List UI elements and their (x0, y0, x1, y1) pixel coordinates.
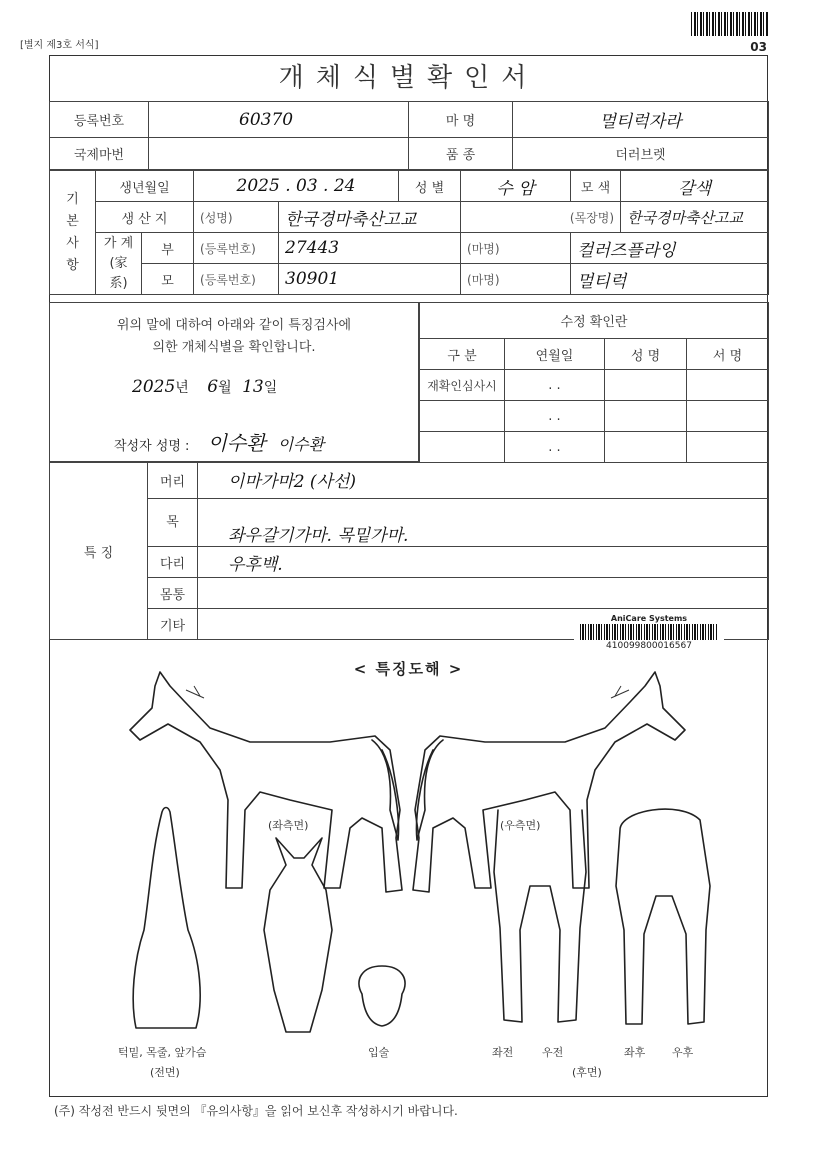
breed-label: 품 종 (409, 138, 513, 170)
left-front-caption: 좌전 (492, 1046, 514, 1059)
revision-table (419, 302, 769, 463)
form-label: [별지 제3호 서식] (20, 40, 99, 51)
front-neck-drawing (133, 808, 200, 1029)
diagram-title: < 특징도해 > (353, 660, 464, 678)
revision-title: 수정 확인란 (420, 303, 769, 339)
cert-year-unit: 년 (175, 380, 189, 396)
sire-name-label: (마명) (461, 233, 571, 264)
producer-name-label: (성명) (194, 202, 279, 233)
dam-name-value: 멀티럭 (571, 264, 769, 295)
left-side-horse-drawing (130, 672, 402, 892)
legs-label: 다리 (148, 547, 198, 578)
top-barcode (691, 12, 769, 36)
barcode-company: AniCare Systems (610, 614, 688, 623)
cert-month: 6 (207, 377, 219, 397)
head-label: 머리 (148, 463, 198, 499)
cert-date (132, 377, 277, 397)
revision-row2-date: . . (505, 401, 605, 432)
family-label (96, 233, 142, 295)
revision-col-name: 성 명 (605, 339, 687, 370)
identity-table (49, 101, 769, 170)
sire-label: 부 (142, 233, 194, 264)
rear-view-caption: (후면) (572, 1066, 602, 1079)
farm-label: (목장명) (461, 202, 621, 233)
coat-label: 모 색 (571, 171, 621, 202)
horse-diagram (100, 660, 720, 1080)
family-label-sub: (家系) (109, 255, 128, 291)
cert-day: 13 (242, 377, 264, 397)
sire-reg-label: (등록번호) (194, 233, 279, 264)
cert-month-unit: 월 (218, 380, 232, 396)
birth-label: 생년월일 (96, 171, 194, 202)
front-caption: 턱밑, 목줄, 앞가슴 (118, 1046, 207, 1059)
rear-view-drawing (616, 809, 710, 1024)
body-label: 몸통 (148, 578, 198, 609)
sire-name-value: 컬러즈플라잉 (571, 233, 769, 264)
basic-info-table (49, 170, 769, 295)
barcode-bars (580, 624, 718, 640)
horse-name-value: 멀티럭자라 (513, 102, 769, 138)
right-hind-caption: 우후 (672, 1046, 694, 1059)
page-title: 개체식별확인서 (278, 63, 539, 93)
left-side-caption: (좌측면) (268, 819, 309, 832)
cert-day-unit: 일 (263, 380, 278, 396)
cert-year: 2025 (132, 377, 176, 397)
page-number: 03 (750, 40, 767, 54)
footer-note: (주) 작성전 반드시 뒷면의 『유의사항』을 읽어 보신후 작성하시기 바랍니다. (54, 1104, 458, 1118)
certification-box (49, 302, 419, 462)
other-label: 기타 (148, 609, 198, 640)
right-side-caption: (우측면) (500, 819, 541, 832)
revision-col-sign: 서 명 (687, 339, 769, 370)
sire-reg-value: 27443 (279, 233, 461, 264)
family-label-text: 가 계 (103, 235, 134, 251)
cert-text-line2: 의한 개체식별을 확인합니다. (152, 340, 316, 355)
revision-col-category: 구 분 (420, 339, 505, 370)
barcode-number: 410099800016567 (606, 641, 692, 651)
lips-drawing (359, 966, 405, 1026)
traits-section-label: 특 징 (50, 463, 148, 640)
writer-row (114, 427, 324, 456)
sex-label: 성 별 (399, 171, 461, 202)
right-front-caption: 우전 (542, 1046, 564, 1059)
legs-value: 우후백. (198, 547, 769, 578)
reg-no-label: 등록번호 (50, 102, 149, 138)
front-legs-drawing (494, 810, 586, 1022)
right-side-horse-drawing (413, 672, 685, 892)
horse-name-label: 마 명 (409, 102, 513, 138)
basic-section-label: 기본사항 (50, 171, 96, 295)
intl-no-label: 국제마번 (50, 138, 149, 170)
breed-value: 더러브렛 (513, 138, 769, 170)
head-front-drawing (264, 838, 332, 1032)
neck-label: 목 (148, 499, 198, 547)
lips-caption: 입술 (368, 1046, 390, 1059)
revision-row1-date: . . (505, 370, 605, 401)
anicare-barcode-sticker (574, 614, 724, 652)
producer-label: 생 산 지 (96, 202, 194, 233)
writer-label: 작성자 성명 : (114, 439, 190, 454)
writer-name: 이수환 (207, 431, 266, 455)
intl-no-value (149, 138, 409, 170)
reg-no-value: 60370 (149, 102, 409, 138)
dam-name-label: (마명) (461, 264, 571, 295)
birth-value: 2025 . 03 . 24 (194, 171, 399, 202)
revision-col-date: 연월일 (505, 339, 605, 370)
cert-text-line1: 위의 말에 대하여 아래와 같이 특징검사에 (116, 318, 352, 333)
dam-label: 모 (142, 264, 194, 295)
body-value (198, 578, 769, 609)
left-hind-caption: 좌후 (624, 1046, 646, 1059)
dam-reg-label: (등록번호) (194, 264, 279, 295)
writer-signature: 이수환 (277, 435, 325, 454)
revision-row3-date: . . (505, 432, 605, 463)
revision-row1-label: 재확인심사시 (420, 370, 505, 401)
head-value: 이마가마2 (사선) (198, 463, 769, 499)
neck-value: 좌우갈기가마. 목밑가마. (198, 499, 769, 547)
front-view-caption: (전면) (150, 1066, 180, 1079)
sex-value: 수 암 (461, 171, 571, 202)
producer-name-value: 한국경마축산고교 (279, 202, 461, 233)
farm-name-value: 한국경마축산고교 (621, 202, 769, 233)
dam-reg-value: 30901 (279, 264, 461, 295)
coat-value: 갈색 (621, 171, 769, 202)
